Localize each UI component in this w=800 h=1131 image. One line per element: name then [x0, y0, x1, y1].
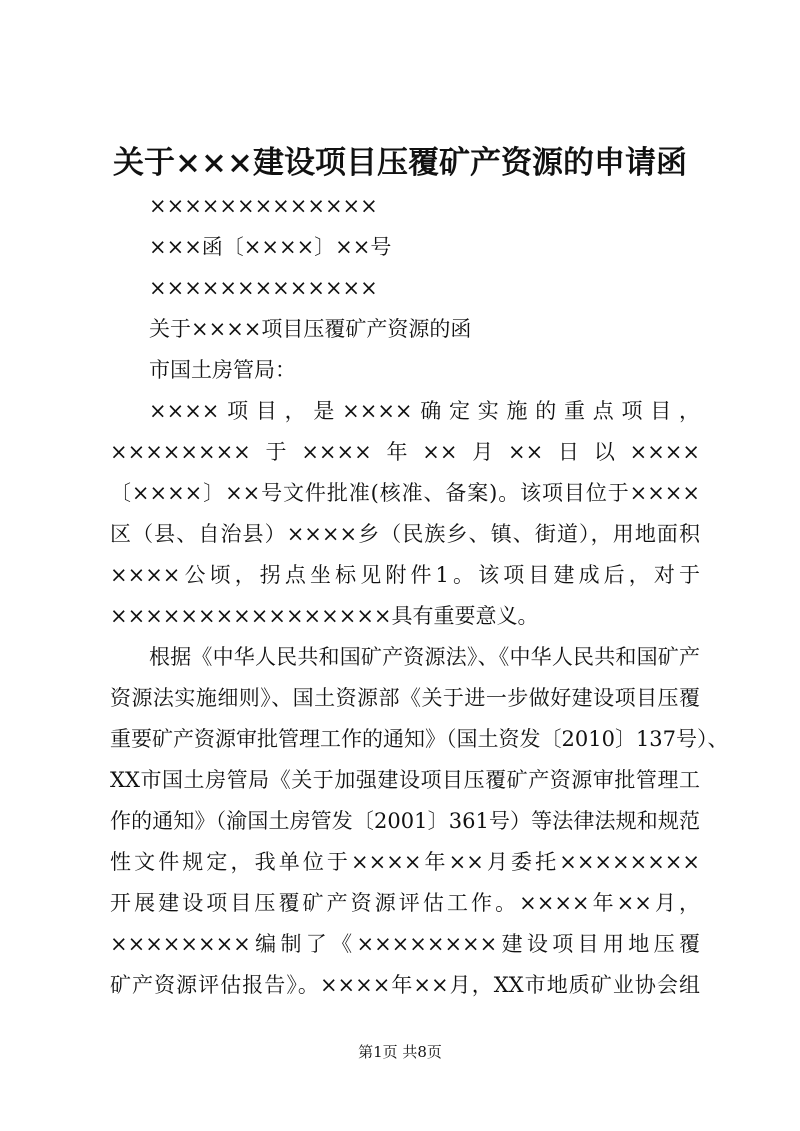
paragraph-1-line-6: ××××××××××××××××具有重要意义。: [110, 604, 539, 628]
paragraph-2-line-1: 根据《中华人民共和国矿产资源法》、《中华人民共和国矿产: [149, 645, 700, 669]
paragraph-1-line-1: ××××项目，是××××确定实施的重点项目，: [149, 399, 700, 423]
paragraph-2-line-8: ××××××××编制了《××××××××建设项目用地压覆: [110, 932, 700, 956]
page-footer: 第1页 共8页: [358, 1043, 442, 1061]
paragraph-2-line-3: 重要矿产资源审批管理工作的通知》（国土资发〔2010〕137号）、: [110, 727, 729, 751]
header-line-3: ×××××××××××××: [149, 276, 378, 300]
paragraph-1-line-3: 〔××××〕××号文件批准(核准、备案)。该项目位于××××: [110, 481, 700, 505]
paragraph-1-line-2: ××××××××于××××年××月××日以××××: [110, 440, 700, 464]
document-number: ×××函〔××××〕××号: [149, 235, 392, 259]
paragraph-1-line-5: ××××公顷，拐点坐标见附件1。该项目建成后，对于: [110, 563, 700, 587]
paragraph-2-line-9: 矿产资源评估报告》。××××年××月，XX市地质矿业协会组: [110, 973, 700, 997]
paragraph-1-line-4: 区（县、自治县）××××乡（民族乡、镇、街道），用地面积: [110, 522, 700, 546]
paragraph-2-line-4: XX市国土房管局《关于加强建设项目压覆矿产资源审批管理工: [110, 768, 700, 792]
paragraph-2-line-6: 性文件规定，我单位于××××年××月委托××××××××: [110, 850, 700, 874]
paragraph-2-line-7: 开展建设项目压覆矿产资源评估工作。××××年××月，: [110, 891, 700, 915]
paragraph-2-line-5: 作的通知》（渝国土房管发〔2001〕361号）等法律法规和规范: [110, 809, 700, 833]
addressee: 市国土房管局：: [149, 358, 296, 382]
paragraph-2-line-2: 资源法实施细则》、国土资源部《关于进一步做好建设项目压覆: [110, 686, 700, 710]
subject-line: 关于××××项目压覆矿产资源的函: [149, 317, 472, 341]
document-title: 关于×××建设项目压覆矿产资源的申请函: [113, 145, 687, 181]
header-line-1: ×××××××××××××: [149, 194, 378, 218]
